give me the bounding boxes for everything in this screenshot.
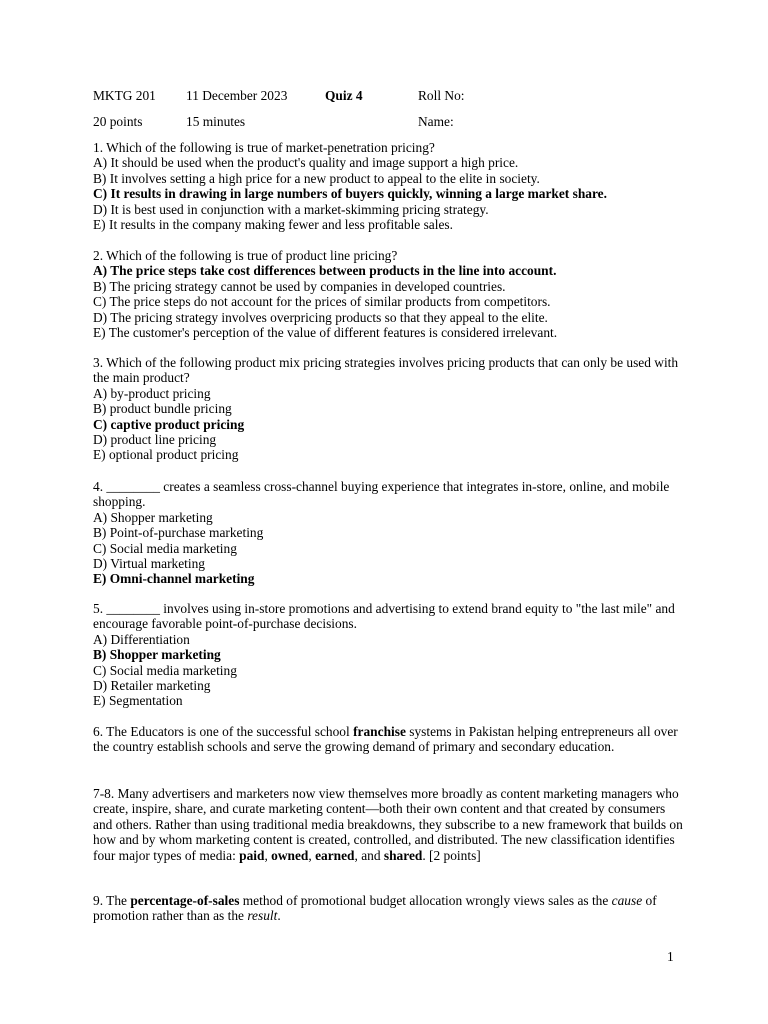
text-run: 7-8. Many advertisers and marketers now view themselves more broadly as content marketing managers who create, inspire, share, and curate marketing content—both their own content and that created by consumers and others. Rather than using traditional media breakdowns, they subscribe to a new framework that builds on how and by whom marketing content is created, controlled, and distributed. The new classification identifies four major types of media: bbox=[93, 786, 683, 863]
option: E) optional product pricing bbox=[93, 447, 239, 463]
text-run: , bbox=[308, 847, 316, 863]
question-text bbox=[93, 893, 685, 924]
question-4 bbox=[93, 479, 685, 587]
question-3 bbox=[93, 355, 685, 463]
question-stem: 5. ________ involves using in-store promotions and advertising to extend brand equity to "the last mile" and encourage favorable point-of-purchase decisions. bbox=[93, 601, 675, 632]
answer-paid: paid bbox=[239, 847, 265, 863]
total-points: 20 points bbox=[93, 114, 143, 129]
option: A) Differentiation bbox=[93, 631, 190, 647]
option: C) The price steps do not account for the prices of similar products from competitors. bbox=[93, 294, 551, 310]
text-run: of promotion rather than as the bbox=[93, 893, 657, 924]
roll-no-label: Roll No: bbox=[418, 88, 465, 103]
option: B) It involves setting a high price for a new product to appeal to the elite in society. bbox=[93, 170, 540, 186]
question-stem: 2. Which of the following is true of product line pricing? bbox=[93, 248, 398, 263]
question-stem: 1. Which of the following is true of market-penetration pricing? bbox=[93, 140, 435, 155]
option: B) Point-of-purchase marketing bbox=[93, 525, 264, 541]
option: D) Virtual marketing bbox=[93, 556, 205, 572]
option: D) Retailer marketing bbox=[93, 678, 211, 694]
emphasis-cause: cause bbox=[611, 893, 643, 908]
question-1 bbox=[93, 140, 685, 232]
option-correct: C) It results in drawing in large numbers of buyers quickly, winning a large market share. bbox=[93, 186, 607, 202]
question-text bbox=[93, 786, 685, 863]
question-text bbox=[93, 724, 685, 755]
answer-earned: earned bbox=[315, 847, 355, 863]
option-correct: A) The price steps take cost differences between products in the line into account. bbox=[93, 263, 557, 279]
option-correct: E) Omni-channel marketing bbox=[93, 571, 255, 587]
question-6 bbox=[93, 724, 685, 755]
option-correct: C) captive product pricing bbox=[93, 416, 245, 432]
option: C) Social media marketing bbox=[93, 662, 237, 678]
option: D) It is best used in conjunction with a market-skimming pricing strategy. bbox=[93, 201, 489, 217]
question-9 bbox=[93, 893, 685, 924]
page-number: 1 bbox=[667, 949, 674, 964]
text-run: . bbox=[277, 908, 281, 924]
text-run: , bbox=[264, 847, 272, 863]
option: E) Segmentation bbox=[93, 693, 183, 709]
text-run: 6. The Educators is one of the successful school bbox=[93, 724, 354, 739]
time-limit: 15 minutes bbox=[186, 114, 246, 129]
text-run: 9. The bbox=[93, 893, 131, 908]
question-5 bbox=[93, 601, 685, 709]
option: A) by-product pricing bbox=[93, 385, 211, 401]
question-stem: 4. ________ creates a seamless cross-channel buying experience that integrates in-store, online, and mobile shopping. bbox=[93, 479, 670, 510]
course-code: MKTG 201 bbox=[93, 88, 156, 103]
text-run: . [2 points] bbox=[422, 847, 481, 863]
option: D) The pricing strategy involves overpricing products so that they appeal to the elite. bbox=[93, 309, 548, 325]
option: A) It should be used when the product's quality and image support a high price. bbox=[93, 155, 519, 171]
name-label: Name: bbox=[418, 114, 454, 129]
answer-percentage-of-sales: percentage-of-sales bbox=[130, 893, 240, 908]
quiz-date: 11 December 2023 bbox=[186, 88, 288, 103]
quiz-title: Quiz 4 bbox=[325, 88, 363, 103]
option: A) Shopper marketing bbox=[93, 509, 213, 525]
text-run: method of promotional budget allocation wrongly views sales as the bbox=[239, 893, 612, 908]
option: D) product line pricing bbox=[93, 432, 217, 448]
question-2 bbox=[93, 248, 685, 340]
answer-owned: owned bbox=[271, 847, 309, 863]
option: B) The pricing strategy cannot be used by companies in developed countries. bbox=[93, 278, 506, 294]
question-7-8 bbox=[93, 786, 685, 863]
answer-shared: shared bbox=[383, 847, 423, 863]
option-correct: B) Shopper marketing bbox=[93, 647, 221, 663]
text-run: , and bbox=[354, 847, 384, 863]
text-run: systems in Pakistan helping entrepreneurs all over the country establish schools and serve the growing demand of primary and secondary education. bbox=[93, 724, 678, 755]
question-stem: 3. Which of the following product mix pricing strategies involves pricing products that can only be used with the main product? bbox=[93, 355, 679, 386]
answer-franchise: franchise bbox=[353, 724, 406, 739]
option: E) It results in the company making fewer and less profitable sales. bbox=[93, 217, 453, 233]
option: B) product bundle pricing bbox=[93, 401, 232, 417]
option: E) The customer's perception of the value of different features is considered irrelevant. bbox=[93, 325, 558, 341]
option: C) Social media marketing bbox=[93, 540, 237, 556]
emphasis-result: result bbox=[247, 908, 278, 924]
